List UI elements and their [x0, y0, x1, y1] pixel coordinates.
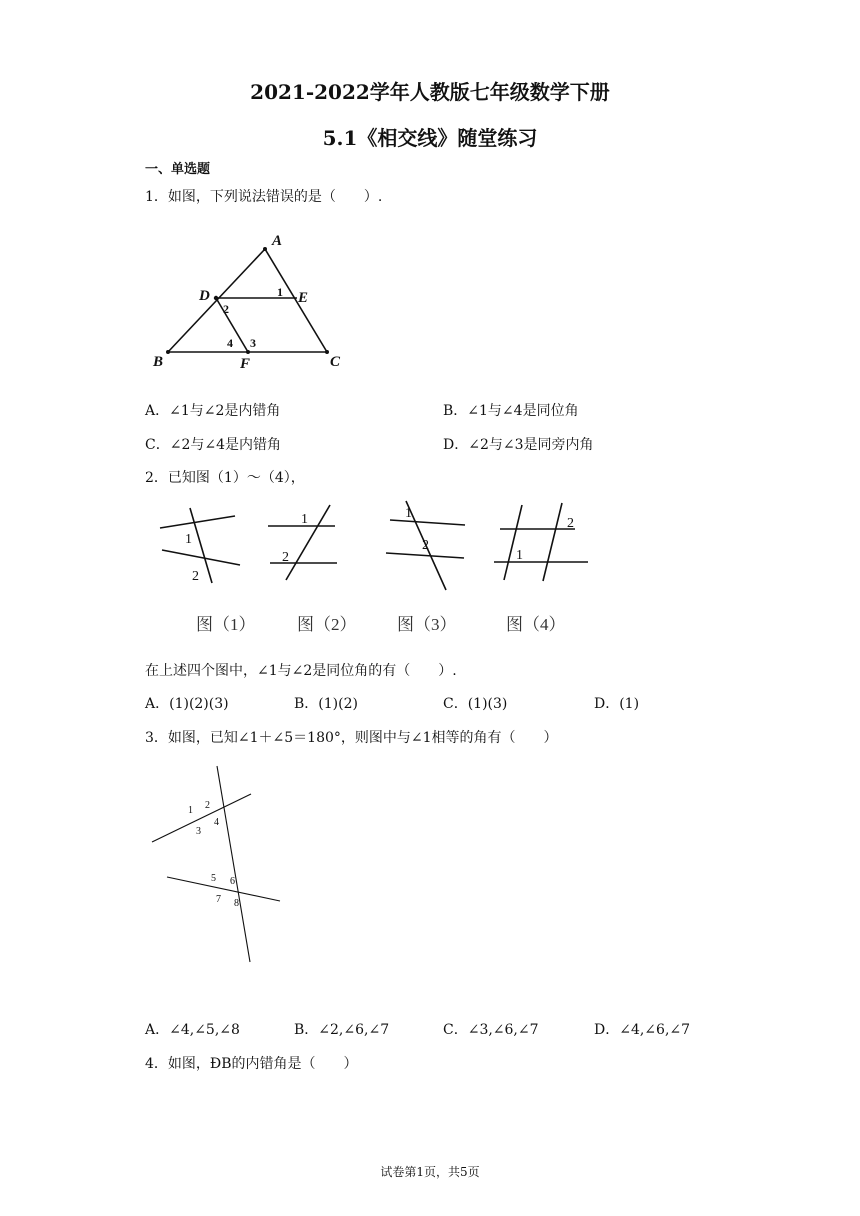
q1-option-c: C．∠2与∠4是内错角 — [145, 437, 281, 453]
fig1-angle-2-label: 2 — [192, 569, 199, 584]
question-1-stem: 1．如图，下列说法错误的是（ ）. — [145, 189, 383, 205]
fig3-angle-1-label: 1 — [405, 506, 412, 521]
q1-option-d: D．∠2与∠3是同旁内角 — [443, 437, 594, 453]
question-4-stem: 4．如图，ÐB的内错角是（ ） — [145, 1056, 358, 1072]
q3-option-a: A．∠4,∠5,∠8 — [145, 1022, 240, 1038]
page-footer: 试卷第1页，共5页 — [380, 1165, 480, 1179]
angle-2-label: 2 — [223, 302, 229, 316]
section-heading: 一、单选题 — [145, 162, 211, 177]
q3-angle-2-label: 2 — [205, 800, 210, 811]
q1-option-b: B．∠1与∠4是同位角 — [443, 403, 579, 419]
fig4-angle-2-label: 2 — [567, 516, 574, 531]
figure-caption-3: 图（3） — [397, 615, 457, 634]
figure-caption-2: 图（2） — [297, 615, 357, 634]
question-2-followup: 在上述四个图中，∠1与∠2是同位角的有（ ）. — [145, 663, 457, 679]
angle-1-label: 1 — [277, 285, 283, 299]
q3-option-d: D．∠4,∠6,∠7 — [594, 1022, 691, 1038]
point-E-label: E — [298, 290, 309, 306]
question-2-figure — [150, 495, 600, 640]
q3-angle-3-label: 3 — [196, 826, 201, 837]
point-F-label: F — [240, 356, 251, 372]
q3-angle-7-label: 7 — [216, 894, 221, 905]
question-3-stem: 3．如图，已知∠1＋∠5＝180°，则图中与∠1相等的角有（ ） — [145, 730, 558, 746]
point-B-label: B — [153, 354, 164, 370]
title-line-1: 2021-2022学年人教版七年级数学下册 — [250, 80, 610, 104]
fig4-angle-1-label: 1 — [516, 548, 523, 563]
q3-angle-1-label: 1 — [188, 805, 193, 816]
angle-4-label: 4 — [227, 336, 233, 350]
fig2-angle-1-label: 1 — [301, 512, 308, 527]
q2-option-d: D．(1) — [594, 696, 640, 712]
q3-angle-5-label: 5 — [211, 873, 216, 884]
q3-angle-8-label: 8 — [234, 898, 239, 909]
fig3-angle-2-label: 2 — [422, 538, 429, 553]
point-A-label: A — [272, 233, 283, 249]
fig1-angle-1-label: 1 — [185, 532, 192, 547]
q3-option-b: B．∠2,∠6,∠7 — [294, 1022, 390, 1038]
question-2-stem: 2．已知图（1）～（4）， — [145, 470, 305, 486]
angle-3-label: 3 — [250, 336, 256, 350]
title-line-2: 5.1《相交线》随堂练习 — [322, 126, 538, 150]
q2-option-c: C．(1)(3) — [443, 696, 508, 712]
point-D-label: D — [199, 288, 210, 304]
question-1-figure — [150, 230, 360, 375]
q1-option-a: A．∠1与∠2是内错角 — [145, 403, 281, 419]
q3-angle-6-label: 6 — [230, 876, 235, 887]
q2-option-b: B．(1)(2) — [294, 696, 358, 712]
q2-option-a: A．(1)(2)(3) — [145, 696, 229, 712]
q3-option-c: C．∠3,∠6,∠7 — [443, 1022, 539, 1038]
figure-caption-4: 图（4） — [506, 615, 566, 634]
figure-caption-1: 图（1） — [196, 615, 256, 634]
q3-angle-4-label: 4 — [214, 817, 219, 828]
fig2-angle-2-label: 2 — [282, 550, 289, 565]
question-3-figure — [145, 760, 290, 970]
point-C-label: C — [330, 354, 341, 370]
